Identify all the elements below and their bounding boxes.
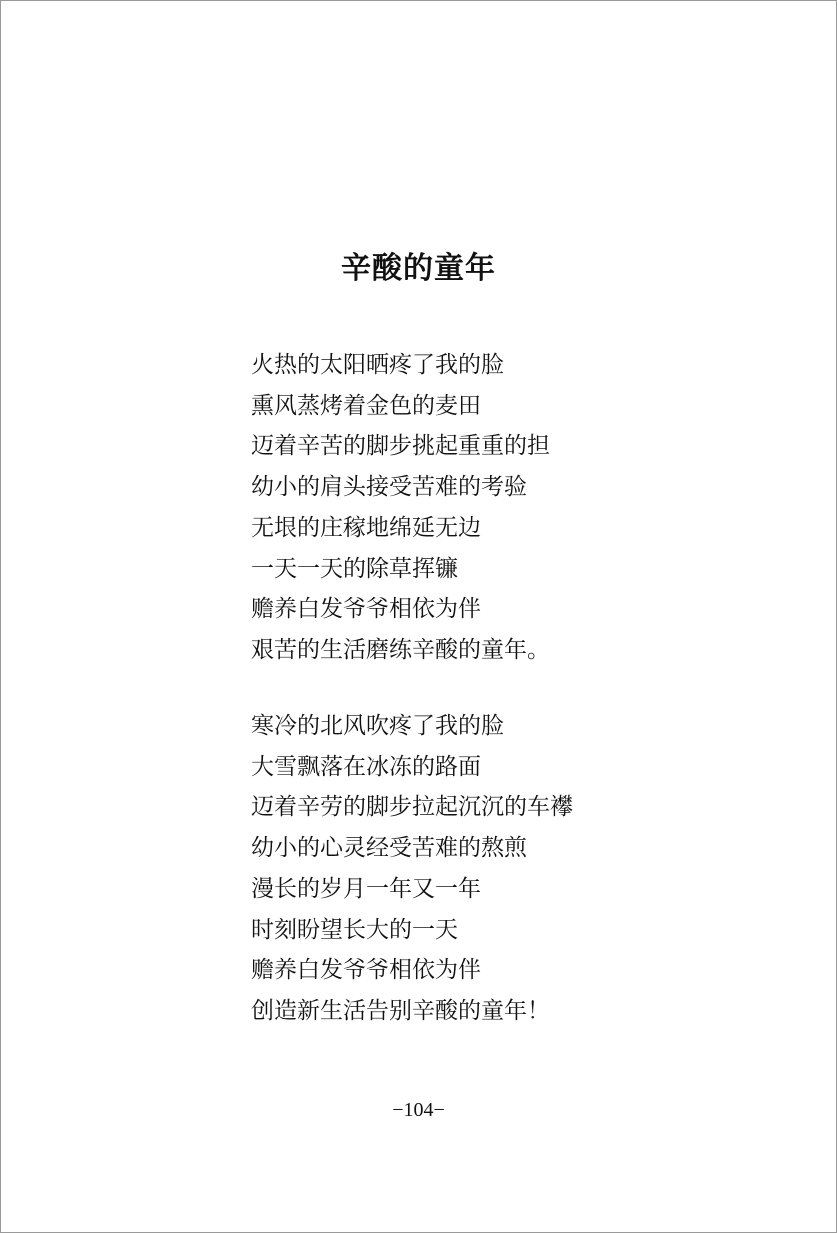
poem-line: 幼小的心灵经受苦难的熬煎 [251,835,527,862]
poem-line: 迈着辛劳的脚步拉起沉沉的车襻 [251,794,573,821]
poem-line: 漫长的岁月一年又一年 [251,875,481,902]
poem-line: 幼小的肩头接受苦难的考验 [251,474,527,501]
poem-line: 创造新生活告别辛酸的童年！ [251,997,550,1024]
poem-line: 大雪飘落在冰冻的路面 [251,753,481,780]
poem-line: 一天一天的除草挥镰 [251,555,458,582]
poem-line: 赡养白发爷爷相依为伴 [251,596,481,623]
poem-line: 时刻盼望长大的一天 [251,916,458,943]
stanza-2 [251,706,573,1032]
stanza-1 [251,345,550,671]
poem-line: 艰苦的生活磨练辛酸的童年。 [251,636,550,663]
poem-line: 迈着辛苦的脚步挑起重重的担 [251,433,550,460]
page-number: −104− [392,1099,445,1121]
poem-line: 赡养白发爷爷相依为伴 [251,957,481,984]
poem-line: 无垠的庄稼地绵延无边 [251,514,481,541]
poem-line: 熏风蒸烤着金色的麦田 [251,392,481,419]
poem-line: 寒冷的北风吹疼了我的脸 [251,713,504,739]
poem-title: 辛酸的童年 [341,251,496,286]
poem-line: 火热的太阳晒疼了我的脸 [251,352,504,378]
